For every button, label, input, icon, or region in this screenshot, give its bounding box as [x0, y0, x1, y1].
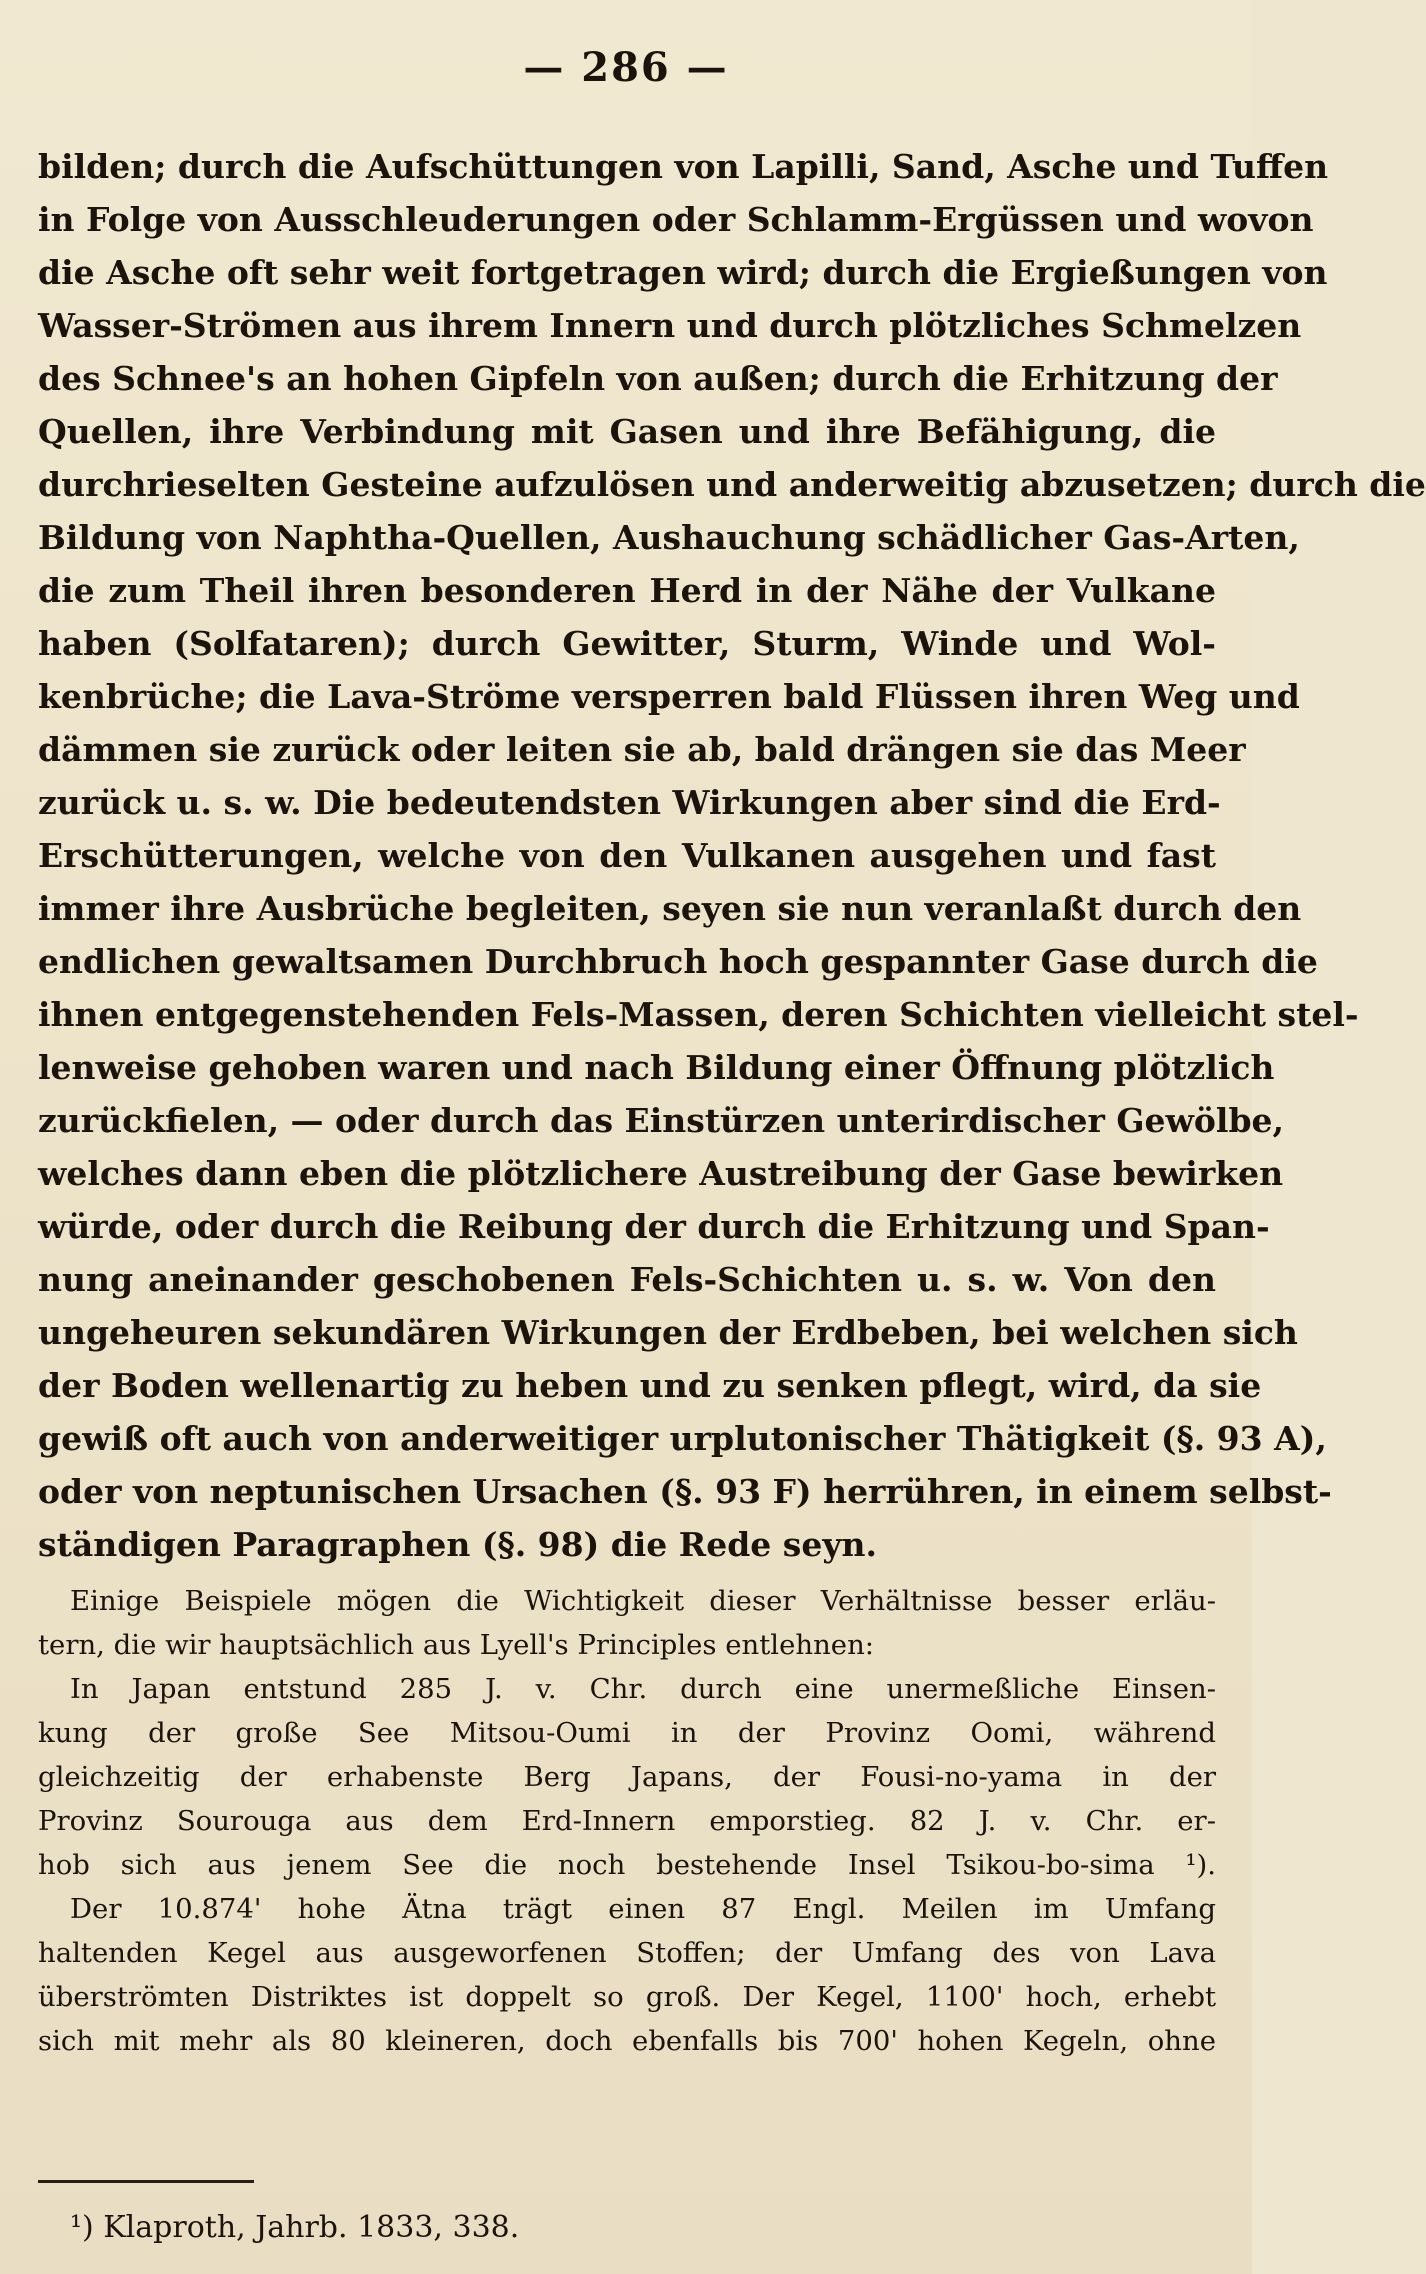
text-line: Erschütterungen, welche von den Vulkanen ausgehen und fast [38, 836, 1216, 875]
text-line: hob sich aus jenem See die noch bestehende Insel Tsikou-bo-sima ¹). [38, 1849, 1216, 1881]
text-line: Bildung von Naphtha-Quellen, Aushauchung schädlicher Gas-Arten, [38, 518, 1300, 557]
text-line: nung aneinander geschobenen Fels-Schichten u. s. w. Von den [38, 1260, 1216, 1299]
text-line: in Folge von Ausschleuderungen oder Schlamm-Ergüssen und wovon [38, 200, 1314, 239]
examples-paragraph [38, 1579, 1216, 2063]
text-line: kenbrüche; die Lava-Ströme versperren bald Flüssen ihren Weg und [38, 677, 1300, 716]
text-line: die Asche oft sehr weit fortgetragen wird; durch die Ergießungen von [38, 253, 1328, 292]
text-line: lenweise gehoben waren und nach Bildung einer Öffnung plötzlich [38, 1048, 1275, 1087]
text-line: endlichen gewaltsamen Durchbruch hoch gespannter Gase durch die [38, 942, 1318, 981]
text-line: würde, oder durch die Reibung der durch die Erhitzung und Span- [38, 1207, 1270, 1246]
text-line: der Boden wellenartig zu heben und zu senken pflegt, wird, da sie [38, 1366, 1262, 1405]
text-line: Einige Beispiele mögen die Wichtigkeit dieser Verhältnisse besser erläu- [70, 1585, 1216, 1617]
text-line: bilden; durch die Aufschüttungen von Lapilli, Sand, Asche und Tuffen [38, 147, 1329, 186]
footnote: ¹) Klaproth, Jahrb. 1833, 338. [70, 2210, 520, 2245]
text-line: die zum Theil ihren besonderen Herd in der Nähe der Vulkane [38, 571, 1216, 610]
text-line: zurückfielen, — oder durch das Einstürzen unterirdischer Gewölbe, [38, 1101, 1285, 1140]
text-line: zurück u. s. w. Die bedeutendsten Wirkungen aber sind die Erd- [38, 783, 1221, 822]
main-text [38, 140, 1426, 2063]
text-line: ungeheuren sekundären Wirkungen der Erdbeben, bei welchen sich [38, 1313, 1298, 1352]
text-line: sich mit mehr als 80 kleineren, doch ebenfalls bis 700' hohen Kegeln, ohne [38, 2025, 1216, 2057]
text-line: überströmten Distriktes ist doppelt so groß. Der Kegel, 1100' hoch, erhebt [38, 1981, 1216, 2013]
text-line: dämmen sie zurück oder leiten sie ab, bald drängen sie das Meer [38, 730, 1246, 769]
text-line: In Japan entstund 285 J. v. Chr. durch eine unermeßliche Einsen- [70, 1673, 1216, 1705]
page-number: — 286 — [523, 44, 729, 91]
text-line: Quellen, ihre Verbindung mit Gasen und ihre Befähigung, die [38, 412, 1216, 451]
text-line: gewiß oft auch von anderweitiger urplutonischer Thätigkeit (§. 93 A), [38, 1419, 1327, 1458]
text-line: oder von neptunischen Ursachen (§. 93 F) herrühren, in einem selbst- [38, 1472, 1332, 1511]
main-paragraph [38, 140, 1426, 1571]
footnote-divider [38, 2180, 254, 2183]
text-line: welches dann eben die plötzlichere Austreibung der Gase bewirken [38, 1154, 1284, 1193]
text-line: gleichzeitig der erhabenste Berg Japans, der Fousi-no-yama in der [38, 1761, 1216, 1793]
text-line: Wasser-Strömen aus ihrem Innern und durch plötzliches Schmelzen [38, 306, 1302, 345]
text-line: immer ihre Ausbrüche begleiten, seyen sie nun veranlaßt durch den [38, 889, 1302, 928]
text-line: haltenden Kegel aus ausgeworfenen Stoffen; der Umfang des von Lava [38, 1937, 1216, 1969]
text-line: des Schnee's an hohen Gipfeln von außen; durch die Erhitzung der [38, 359, 1278, 398]
text-line: Der 10.874' hohe Ätna trägt einen 87 Engl. Meilen im Umfang [70, 1893, 1216, 1925]
text-line: haben (Solfataren); durch Gewitter, Sturm, Winde und Wol- [38, 624, 1216, 663]
text-line: ständigen Paragraphen (§. 98) die Rede seyn. [38, 1525, 878, 1564]
text-line: Provinz Sourouga aus dem Erd-Innern emporstieg. 82 J. v. Chr. er- [38, 1805, 1216, 1837]
text-line: durchrieselten Gesteine aufzulösen und anderweitig abzusetzen; durch die [38, 465, 1426, 504]
text-line: kung der große See Mitsou-Oumi in der Provinz Oomi, während [38, 1717, 1216, 1749]
text-line: tern, die wir hauptsächlich aus Lyell's Principles entlehnen: [38, 1629, 875, 1661]
text-line: ihnen entgegenstehenden Fels-Massen, deren Schichten vielleicht stel- [38, 995, 1359, 1034]
